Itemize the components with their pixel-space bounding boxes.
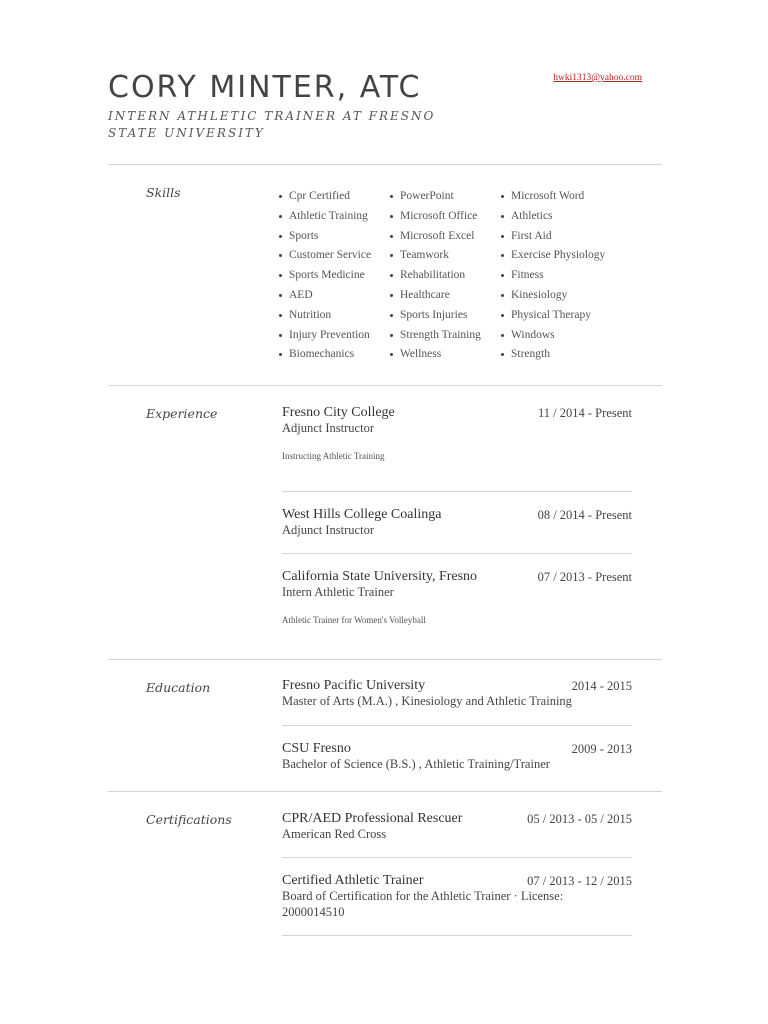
skill-item: Wellness <box>390 346 481 366</box>
resume-name: CORY MINTER, ATC <box>108 70 422 105</box>
skill-item: Teamwork <box>390 247 481 267</box>
divider <box>108 385 662 386</box>
experience-section-label: Experience <box>146 406 218 421</box>
degree: Bachelor of Science (B.S.) , Athletic Training/Trainer <box>282 757 550 771</box>
certification-entry <box>282 873 632 920</box>
skill-item: Athletics <box>501 208 605 228</box>
skill-item: Sports Medicine <box>279 267 371 287</box>
skill-item: Sports <box>279 228 371 248</box>
education-entry <box>282 741 632 773</box>
skill-item: Fitness <box>501 267 605 287</box>
skill-item: Microsoft Office <box>390 208 481 228</box>
job-title: Adjunct Instructor <box>282 523 374 537</box>
skill-item: Healthcare <box>390 287 481 307</box>
skill-item: Injury Prevention <box>279 327 371 347</box>
employment-dates: 08 / 2014 - Present <box>537 508 632 522</box>
skills-column-2 <box>390 188 481 366</box>
employer-name: West Hills College Coalinga <box>282 507 442 522</box>
divider <box>108 659 662 660</box>
entry-divider <box>282 491 632 492</box>
certification-issuer: Board of Certification for the Athletic Trainer · License: 2000014510 <box>282 889 564 919</box>
certification-dates: 05 / 2013 - 05 / 2015 <box>527 812 632 826</box>
school-name: Fresno Pacific University <box>282 678 426 693</box>
skills-column-1 <box>279 188 371 366</box>
study-dates: 2009 - 2013 <box>571 742 632 756</box>
education-entry <box>282 678 632 710</box>
skill-item: Microsoft Word <box>501 188 605 208</box>
divider <box>108 164 662 165</box>
school-name: CSU Fresno <box>282 741 351 756</box>
employer-name: California State University, Fresno <box>282 569 478 584</box>
study-dates: 2014 - 2015 <box>571 679 632 693</box>
certification-name: CPR/AED Professional Rescuer <box>282 811 463 826</box>
education-section-label: Education <box>146 680 211 695</box>
job-description: Athletic Trainer for Women's Volleyball <box>282 614 426 625</box>
certification-name: Certified Athletic Trainer <box>282 873 424 888</box>
skill-item: Biomechanics <box>279 346 371 366</box>
skill-item: PowerPoint <box>390 188 481 208</box>
employment-dates: 07 / 2013 - Present <box>537 570 632 584</box>
email-link[interactable]: hwki1313@yahoo.com <box>553 73 642 83</box>
skill-item: Rehabilitation <box>390 267 481 287</box>
employment-dates: 11 / 2014 - Present <box>538 406 632 420</box>
skill-item: Physical Therapy <box>501 307 605 327</box>
skill-item: Exercise Physiology <box>501 247 605 267</box>
certifications-section-label: Certifications <box>146 812 232 827</box>
skill-item: Nutrition <box>279 307 371 327</box>
entry-divider <box>282 857 632 858</box>
skill-item: Microsoft Excel <box>390 228 481 248</box>
certification-entry <box>282 811 632 843</box>
entry-divider <box>282 725 632 726</box>
experience-entry <box>282 405 632 461</box>
degree: Master of Arts (M.A.) , Kinesiology and Athletic Training <box>282 694 572 708</box>
skill-item: Sports Injuries <box>390 307 481 327</box>
skill-item: Customer Service <box>279 247 371 267</box>
certification-issuer: American Red Cross <box>282 827 387 841</box>
skill-item: Strength <box>501 346 605 366</box>
experience-entry <box>282 507 632 539</box>
skill-item: Strength Training <box>390 327 481 347</box>
skill-item: AED <box>279 287 371 307</box>
skill-item: First Aid <box>501 228 605 248</box>
skills-column-3 <box>501 188 605 366</box>
entry-divider <box>282 553 632 554</box>
entry-divider <box>282 935 632 936</box>
job-title: Intern Athletic Trainer <box>282 585 394 599</box>
resume-headline: INTERN ATHLETIC TRAINER AT FRESNO STATE UNIVERSITY <box>108 109 436 140</box>
skill-item: Athletic Training <box>279 208 371 228</box>
job-title: Adjunct Instructor <box>282 421 374 435</box>
skills-section-label: Skills <box>146 185 181 200</box>
skill-item: Windows <box>501 327 605 347</box>
experience-entry <box>282 569 632 625</box>
divider <box>108 791 662 792</box>
skill-item: Kinesiology <box>501 287 605 307</box>
skill-item: Cpr Certified <box>279 188 371 208</box>
employer-name: Fresno City College <box>282 405 395 420</box>
job-description: Instructing Athletic Training <box>282 450 385 461</box>
certification-dates: 07 / 2013 - 12 / 2015 <box>527 874 632 888</box>
